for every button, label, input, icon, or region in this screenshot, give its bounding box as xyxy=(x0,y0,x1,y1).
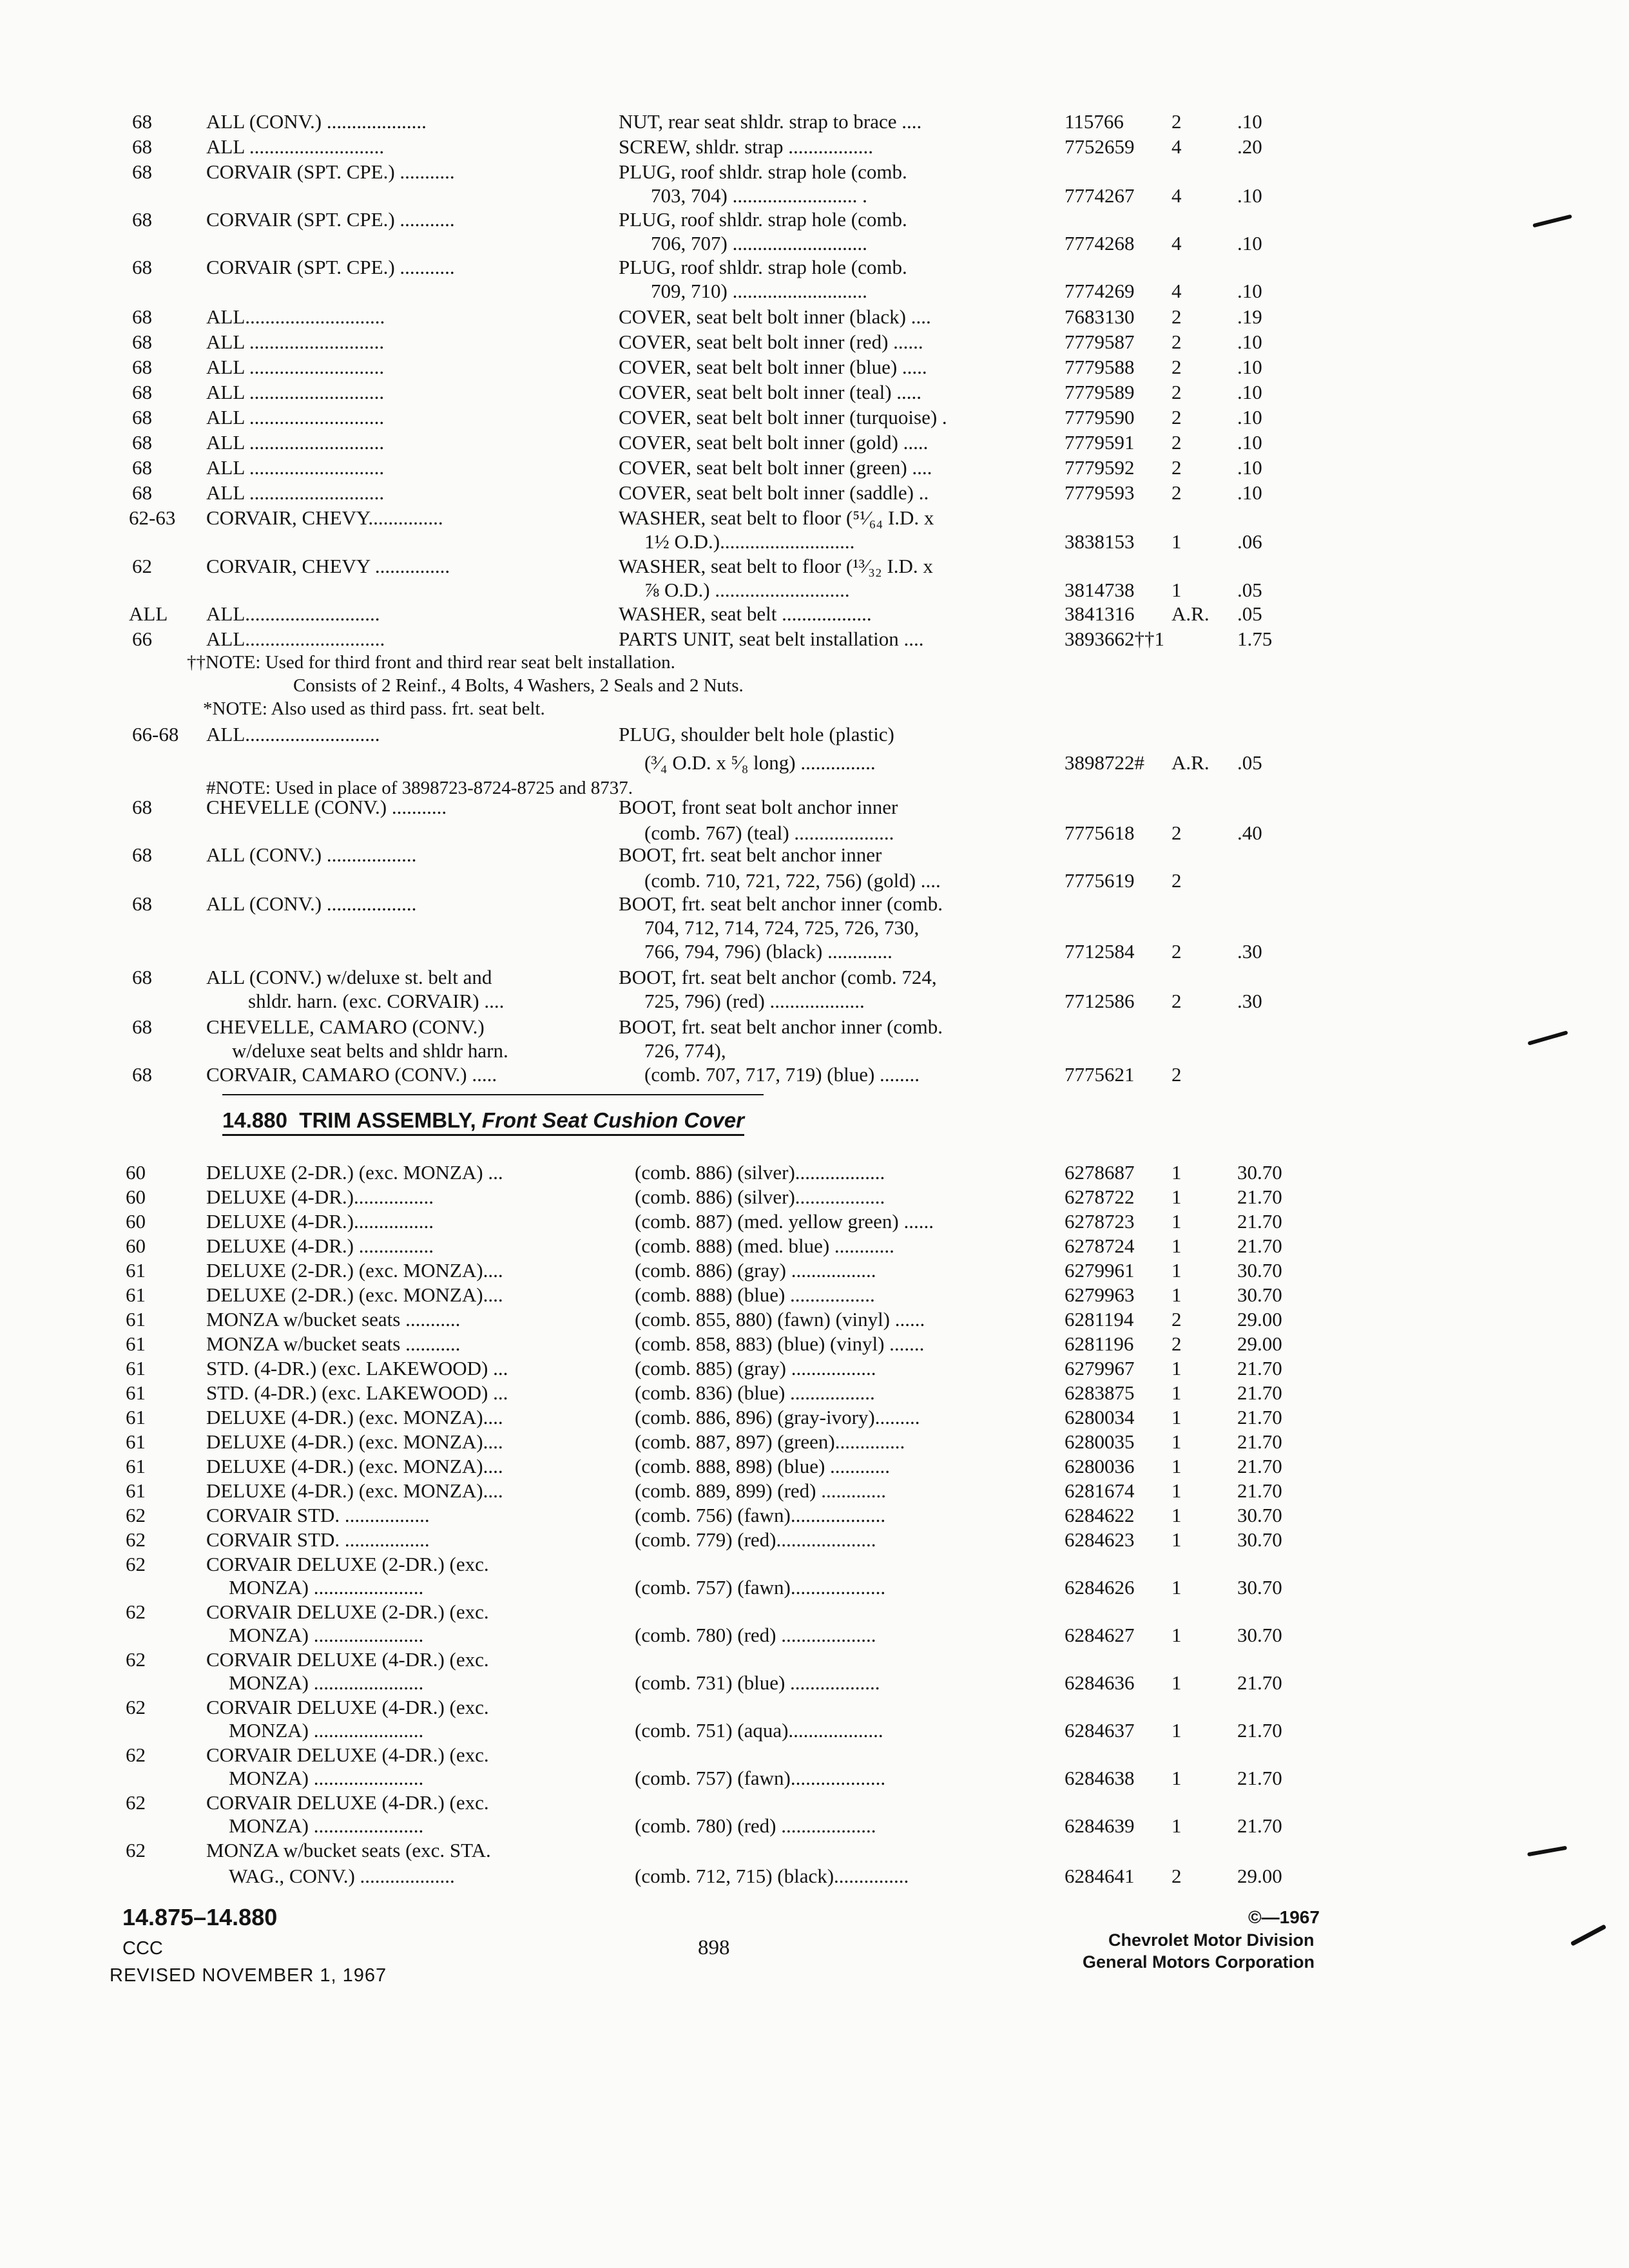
margin-mark xyxy=(1570,1924,1606,1946)
note-text: *NOTE: Also used as third pass. frt. seat belt. xyxy=(203,698,545,719)
section-heading: 14.880 TRIM ASSEMBLY, Front Seat Cushion Cover xyxy=(222,1108,744,1136)
corporation-name: General Motors Corporation xyxy=(1083,1952,1315,1972)
revised-date: REVISED NOVEMBER 1, 1967 xyxy=(110,1965,387,1986)
note-text: ††NOTE: Used for third front and third rear seat belt installation. xyxy=(187,652,675,673)
page-number: 898 xyxy=(698,1936,730,1959)
copyright: ©—1967 xyxy=(1248,1907,1320,1927)
note-text: Consists of 2 Reinf., 4 Bolts, 4 Washers, 2 Seals and 2 Nuts. xyxy=(293,675,744,696)
margin-mark xyxy=(1532,215,1572,228)
section-divider xyxy=(222,1094,764,1095)
division-name: Chevrolet Motor Division xyxy=(1108,1930,1315,1950)
margin-mark xyxy=(1527,1030,1568,1045)
note-text: #NOTE: Used in place of 3898723-8724-8725 and 8737. xyxy=(206,778,633,798)
footer-code: CCC xyxy=(122,1938,163,1959)
section-range: 14.875–14.880 xyxy=(122,1904,278,1930)
margin-mark xyxy=(1527,1846,1567,1857)
